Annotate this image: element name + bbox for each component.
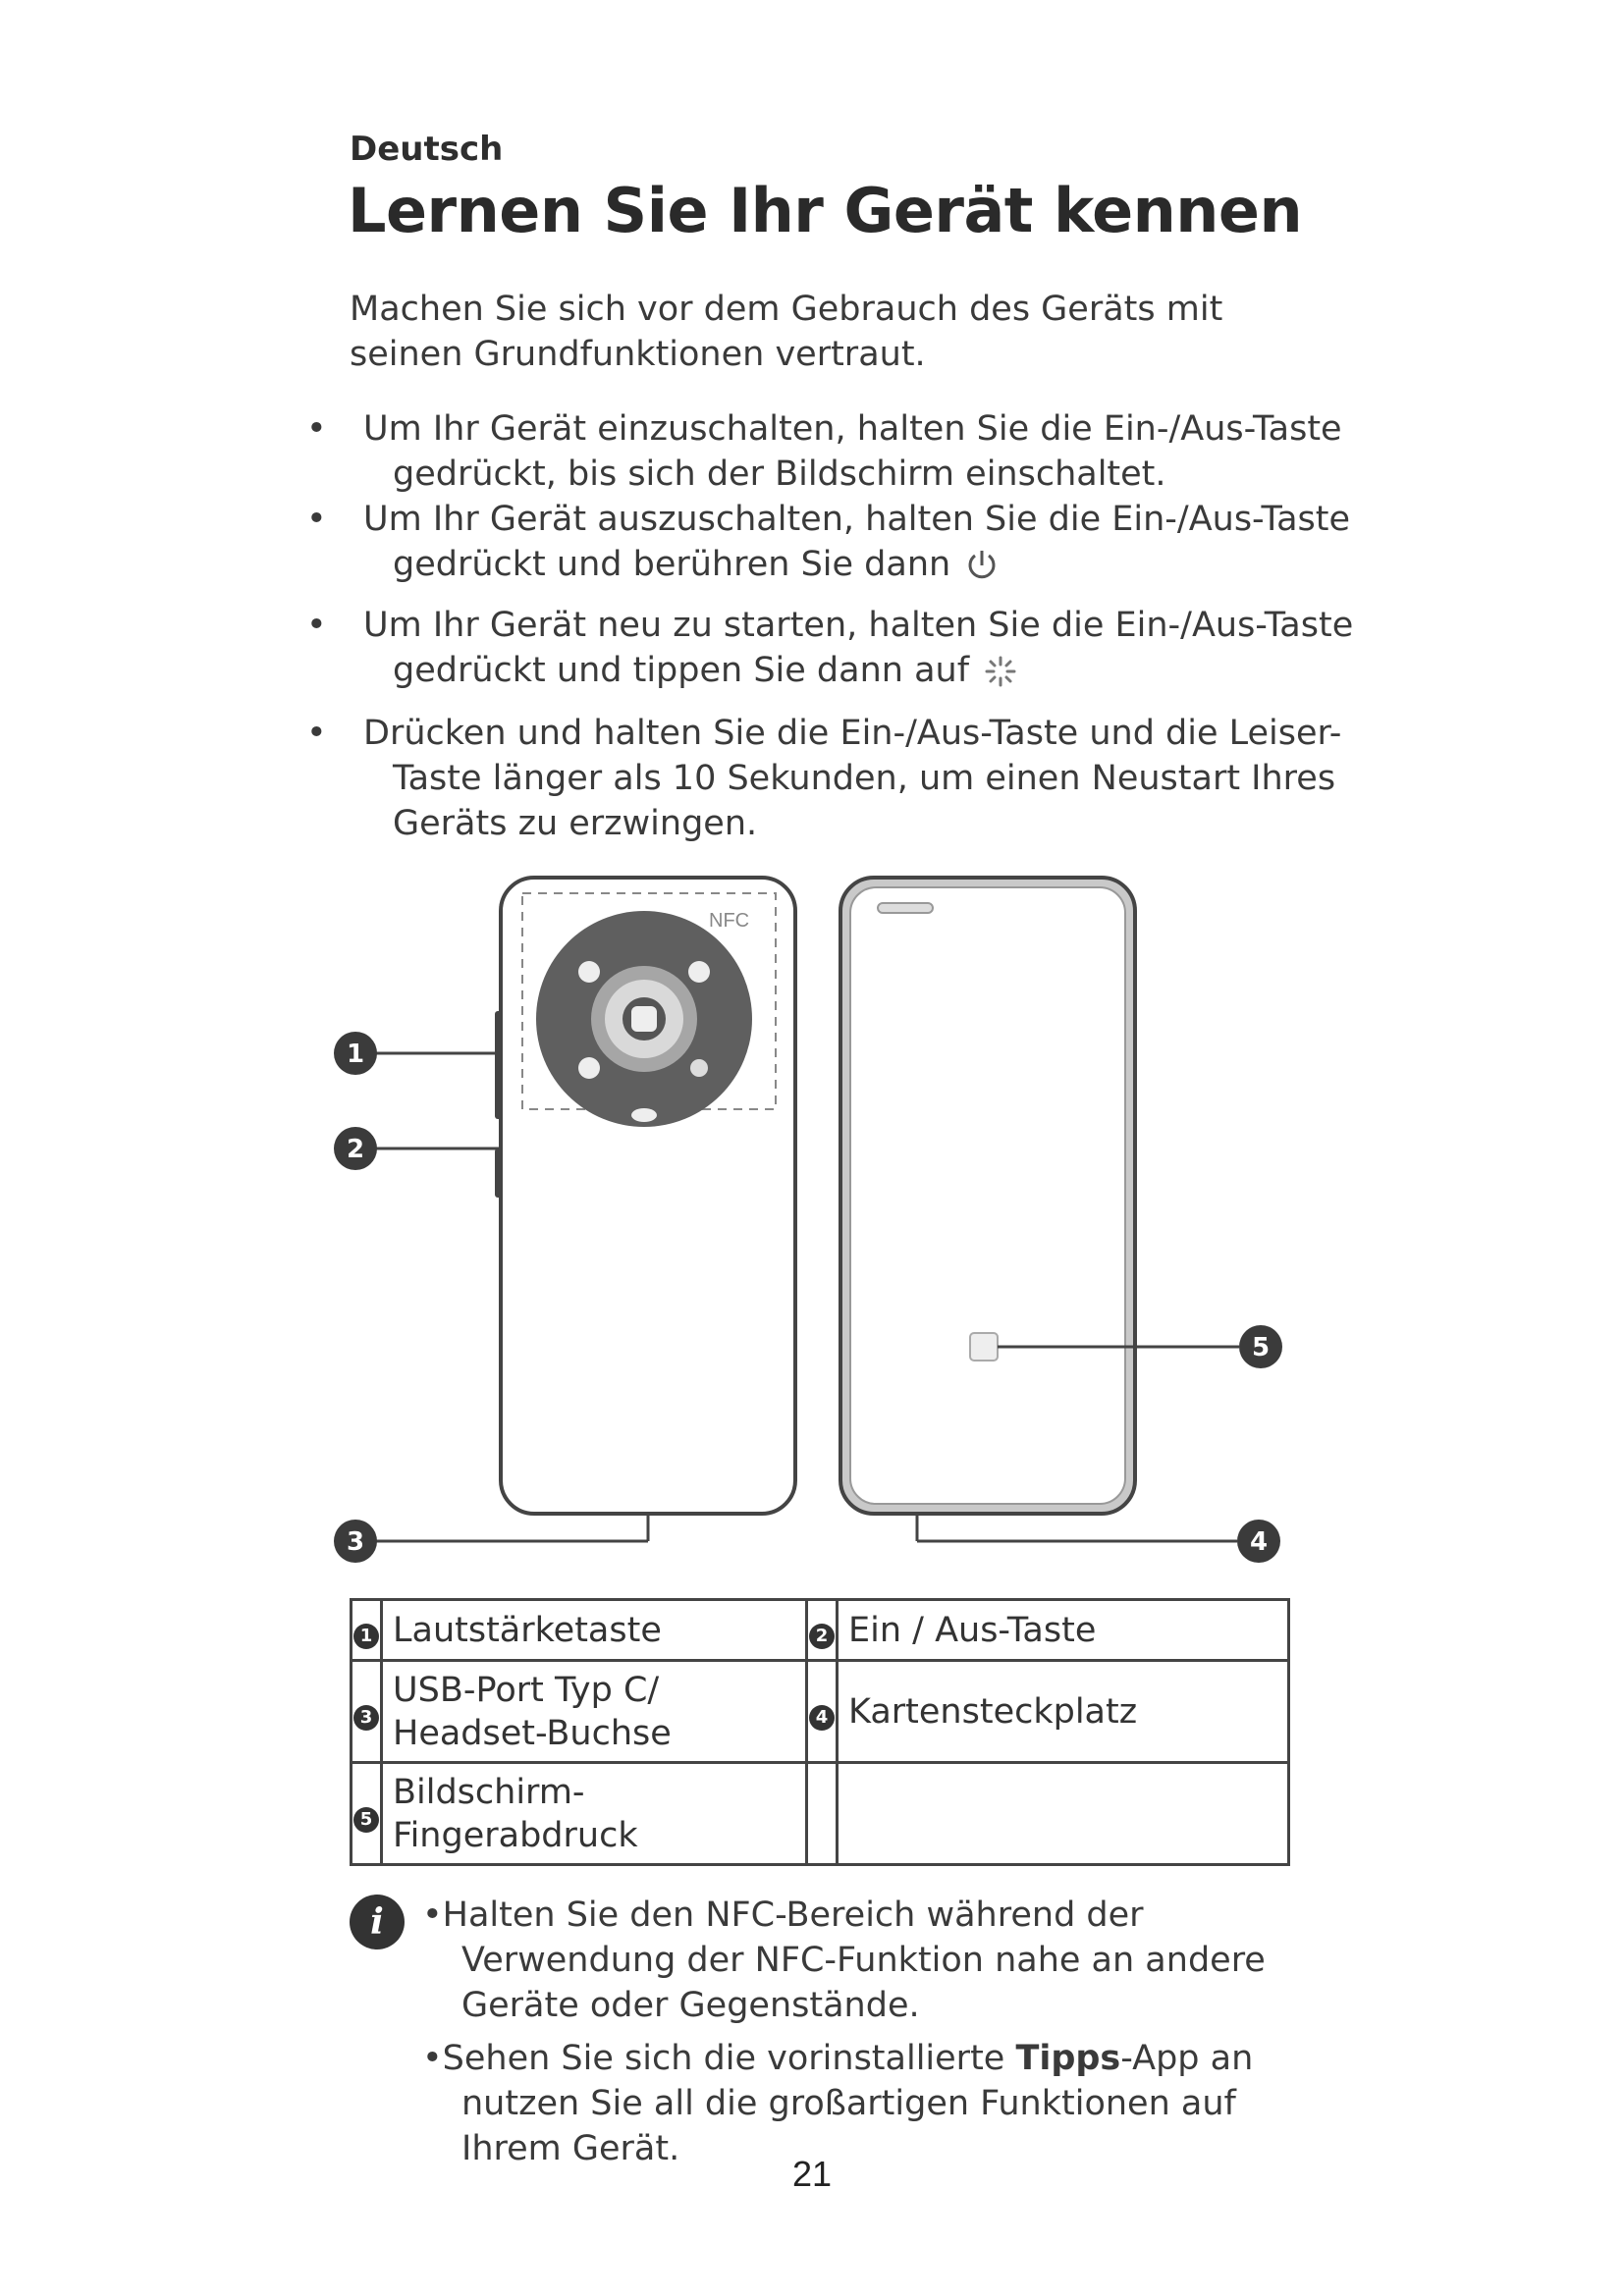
note-tips-app: •Sehen Sie sich die vorinstallierte Tipps-App an nutzen Sie all die großartigen Funktionen auf Ihrem Gerät. [422, 2039, 1254, 2168]
legend-label: Lautstärketaste [382, 1600, 807, 1661]
bullet-power-off: • Um Ihr Gerät auszuschalten, halten Sie die Ein-/Aus-Taste gedrückt und berühren Sie dann [306, 500, 1351, 584]
phone-screen [850, 887, 1125, 1504]
legend-label: Bildschirm-Fingerabdruck [382, 1763, 807, 1865]
legend-number: 5 [353, 1807, 379, 1833]
legend-label: USB-Port Typ C/ Headset-Buchse [382, 1661, 807, 1763]
legend-number: 1 [353, 1624, 379, 1649]
fingerprint-sensor [970, 1333, 998, 1361]
svg-text:1: 1 [346, 1040, 365, 1069]
table-row [352, 1763, 1289, 1865]
earpiece [878, 903, 933, 913]
bullet-restart: • Um Ihr Gerät neu zu starten, halten Sie die Ein-/Aus-Taste gedrückt und tippen Sie dann auf [306, 606, 1354, 690]
info-icon: i [350, 1895, 405, 1949]
intro-paragraph: Machen Sie sich vor dem Gebrauch des Geräts mit seinen Grundfunktionen vertraut. [350, 290, 1223, 374]
bullet-power-on: • Um Ihr Gerät einzuschalten, halten Sie die Ein-/Aus-Taste gedrückt, bis sich der Bildschirm einschaltet. [306, 409, 1342, 494]
page-number: 21 [791, 2154, 833, 2194]
side-button-volume [495, 1011, 503, 1119]
power-icon [965, 548, 999, 583]
tips-app-name: Tipps [1015, 2039, 1121, 2078]
svg-text:5: 5 [1251, 1333, 1271, 1362]
callout-4 [1237, 1520, 1280, 1563]
side-button-power [495, 1148, 503, 1198]
svg-text:4: 4 [1249, 1527, 1269, 1557]
device-diagram [334, 864, 1296, 1580]
legend-table [350, 1598, 1290, 1866]
callout-2 [334, 1127, 377, 1170]
bullet-force-restart: • Drücken und halten Sie die Ein-/Aus-Taste und die Leiser-Taste länger als 10 Sekunden, um einen Neustart Ihres Geräts zu erzwingen. [306, 714, 1342, 843]
note-nfc: •Halten Sie den NFC-Bereich während der Verwendung der NFC-Funktion nahe an andere Geräte oder Gegenstände. [422, 1896, 1266, 2025]
legend-number: 2 [809, 1624, 835, 1649]
legend-label: Ein / Aus-Taste [838, 1600, 1289, 1661]
legend-label: Kartensteckplatz [838, 1661, 1289, 1763]
table-row [352, 1661, 1289, 1763]
restart-icon [984, 655, 1017, 688]
callout-3 [334, 1520, 377, 1563]
svg-text:2: 2 [346, 1135, 365, 1164]
callout-1 [334, 1032, 377, 1075]
nfc-label: NFC [709, 910, 750, 932]
camera-module [536, 911, 752, 1127]
legend-number: 4 [809, 1705, 835, 1731]
section-language-label: Deutsch [350, 130, 504, 169]
table-row [352, 1600, 1289, 1661]
svg-text:3: 3 [346, 1527, 365, 1557]
callout-5 [1239, 1325, 1282, 1368]
page-title: Lernen Sie Ihr Gerät kennen [348, 175, 1303, 246]
legend-number: 3 [353, 1705, 379, 1731]
